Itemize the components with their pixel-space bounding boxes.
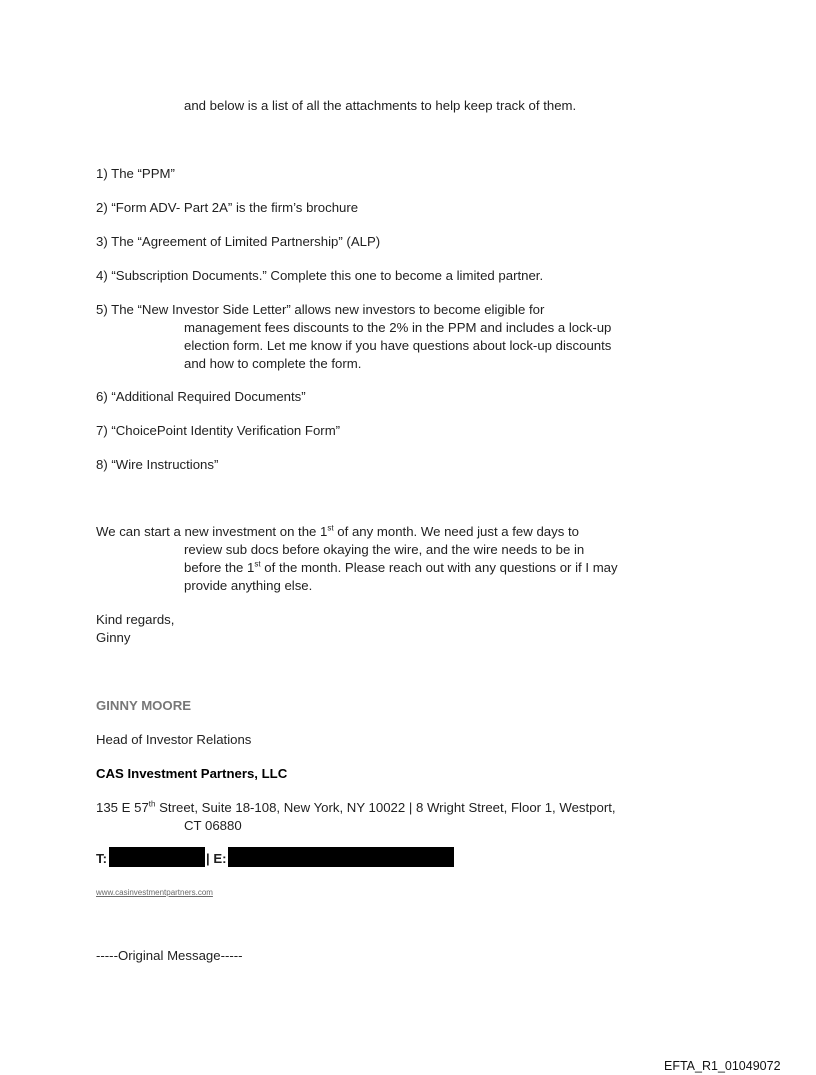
signature-address-line-2: CT 06880 xyxy=(184,818,242,833)
attachment-item-5-line-2: management fees discounts to the 2% in the PPM and includes a lock-up xyxy=(184,320,612,335)
closing-line-1-text-b: of any month. We need just a few days to xyxy=(333,524,579,539)
signature-company: CAS Investment Partners, LLC xyxy=(96,766,288,781)
attachment-item-3: 3) The “Agreement of Limited Partnership” (ALP) xyxy=(96,234,381,249)
signature-address-line-1 xyxy=(96,799,656,817)
address-sup: th xyxy=(148,799,156,809)
closing-line-3 xyxy=(96,559,656,577)
attachment-item-5-line-4: and how to complete the form. xyxy=(184,356,362,371)
email-redaction xyxy=(228,847,454,867)
phone-label: T: xyxy=(96,851,107,866)
phone-redaction xyxy=(109,847,205,867)
document-id: EFTA_R1_01049072 xyxy=(664,1059,781,1073)
intro-line: and below is a list of all the attachments to help keep track of them. xyxy=(184,98,577,113)
attachment-item-2: 2) “Form ADV- Part 2A” is the firm’s brochure xyxy=(96,200,359,215)
email-label-text: E xyxy=(213,851,223,866)
signoff-name: Ginny xyxy=(96,630,131,645)
closing-line-3-sup: st xyxy=(254,559,261,569)
closing-line-3-text-b: of the month. Please reach out with any questions or if I may xyxy=(260,560,618,575)
address-text-a: 135 E 57 xyxy=(96,800,149,815)
closing-line-2: review sub docs before okaying the wire, and the wire needs to be in xyxy=(184,542,585,557)
website-link[interactable]: www.casinvestmentpartners.com xyxy=(96,888,213,897)
closing-line-4: provide anything else. xyxy=(184,578,313,593)
attachment-item-5 xyxy=(96,301,656,373)
address-text-b: Street, Suite 18-108, New York, NY 10022 | 8 Wright Street, Floor 1, Westport, xyxy=(155,800,616,815)
closing-line-1 xyxy=(96,523,656,541)
signoff-regards: Kind regards, xyxy=(96,612,175,627)
attachment-item-4: 4) “Subscription Documents.” Complete this one to become a limited partner. xyxy=(96,268,544,283)
attachment-item-7: 7) “ChoicePoint Identity Verification Form” xyxy=(96,423,341,438)
attachment-item-5-line-1: 5) The “New Investor Side Letter” allows new investors to become eligible for xyxy=(96,302,545,317)
attachment-item-6: 6) “Additional Required Documents” xyxy=(96,389,306,404)
phone-label-text: T xyxy=(96,851,103,866)
closing-line-1-text-a: We can start a new investment on the 1 xyxy=(96,524,328,539)
signature-title: Head of Investor Relations xyxy=(96,732,252,747)
closing-line-3-text-a: before the 1 xyxy=(184,560,255,575)
attachment-item-8: 8) “Wire Instructions” xyxy=(96,457,219,472)
signature-name: GINNY MOORE xyxy=(96,698,192,713)
email-label: | E: xyxy=(206,851,227,866)
closing-line-1-sup: st xyxy=(327,523,334,533)
closing-paragraph xyxy=(96,523,656,595)
signature-address xyxy=(96,799,656,835)
attachment-item-1: 1) The “PPM” xyxy=(96,166,175,181)
original-message-separator: -----Original Message----- xyxy=(96,948,243,963)
attachment-item-5-line-3: election form. Let me know if you have questions about lock-up discounts xyxy=(184,338,612,353)
